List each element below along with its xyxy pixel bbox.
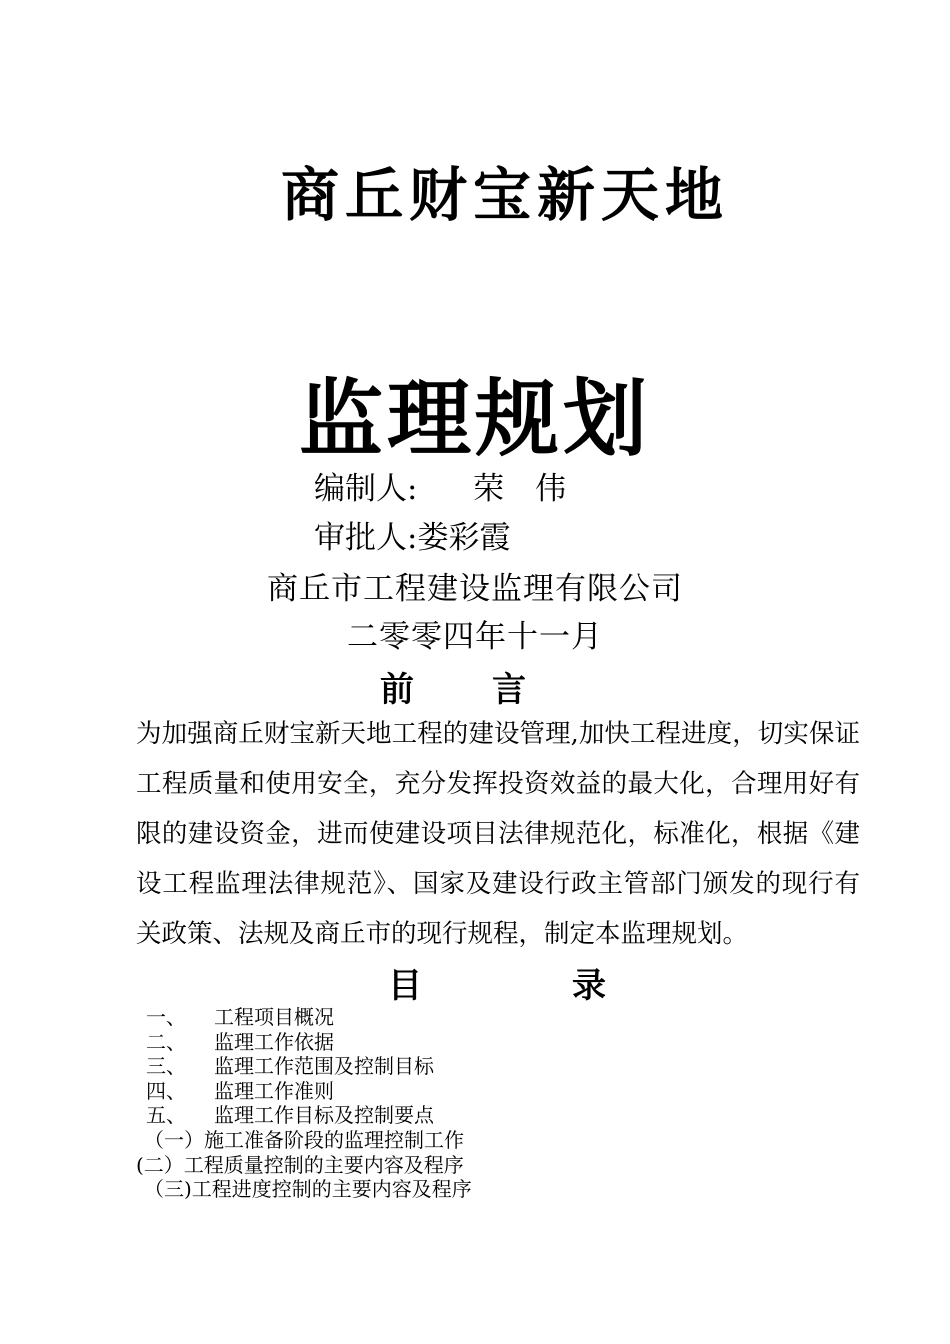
preface-heading [380,662,526,711]
toc-item-text: 监理工作目标及控制要点 [214,1103,434,1128]
toc-item[interactable] [136,1079,472,1104]
toc-item[interactable] [136,1030,472,1055]
compiler-line [314,463,566,508]
preface-body: 为加强商丘财宝新天地工程的建设管理,加快工程进度，切实保证工程质量和使用安全，充分发挥投资效益的最大化，合理用好有限的建设资金，进而使建设项目法律规范化，标准化，根据《建设工程监理法律规范》、国家及建设行政主管部门颁发的现行有关政策、法规及商丘市的现行规程，制定本监理规划。 [136,719,860,949]
toc-item-text: 监理工作准则 [214,1078,334,1103]
toc-item-number: 五、 [146,1103,186,1128]
toc-item-number: 二、 [146,1029,186,1054]
toc-item-text: 监理工作依据 [214,1029,334,1054]
toc-item-text: 监理工作范围及控制目标 [214,1054,434,1079]
toc-item[interactable] [136,1005,472,1030]
toc-item[interactable] [136,1153,472,1178]
issue-date: 二零零四年十一月 [347,619,603,655]
toc-list [136,1005,472,1202]
toc-heading [388,958,606,1007]
preface-heading-right: 言 [492,670,526,710]
toc-item-text: 施工准备阶段的监理控制工作 [204,1127,464,1152]
compiler-label: 编制人: [314,471,418,507]
toc-item-text: 工程质量控制的主要内容及程序 [183,1152,464,1177]
toc-item-number: (二） [136,1152,184,1177]
toc-item-number: （一） [144,1127,204,1152]
approver-line [314,512,510,557]
compiler-name: 荣 伟 [473,471,567,507]
toc-item-number: 一、 [146,1005,186,1029]
toc-item-number: 三、 [146,1054,186,1079]
project-title: 商丘财宝新天地 [280,161,729,229]
toc-item-text: 工程项目概况 [214,1005,334,1029]
toc-item-text: 工程进度控制的主要内容及程序 [191,1177,472,1202]
toc-item[interactable] [136,1054,472,1079]
toc-item[interactable] [136,1177,472,1202]
approver-name: 娄彩霞 [417,520,511,556]
toc-item[interactable] [136,1128,472,1153]
company-name: 商丘市工程建设监理有限公司 [267,571,683,607]
toc-heading-left: 目 [388,966,422,1006]
toc-item[interactable] [136,1103,472,1128]
approver-label: 审批人: [314,520,418,556]
document-title: 监理规划 [298,369,651,468]
toc-heading-right: 录 [572,966,606,1006]
preface-heading-left: 前 [380,670,414,710]
toc-item-number: （三) [144,1177,192,1202]
toc-item-number: 四、 [146,1078,186,1103]
